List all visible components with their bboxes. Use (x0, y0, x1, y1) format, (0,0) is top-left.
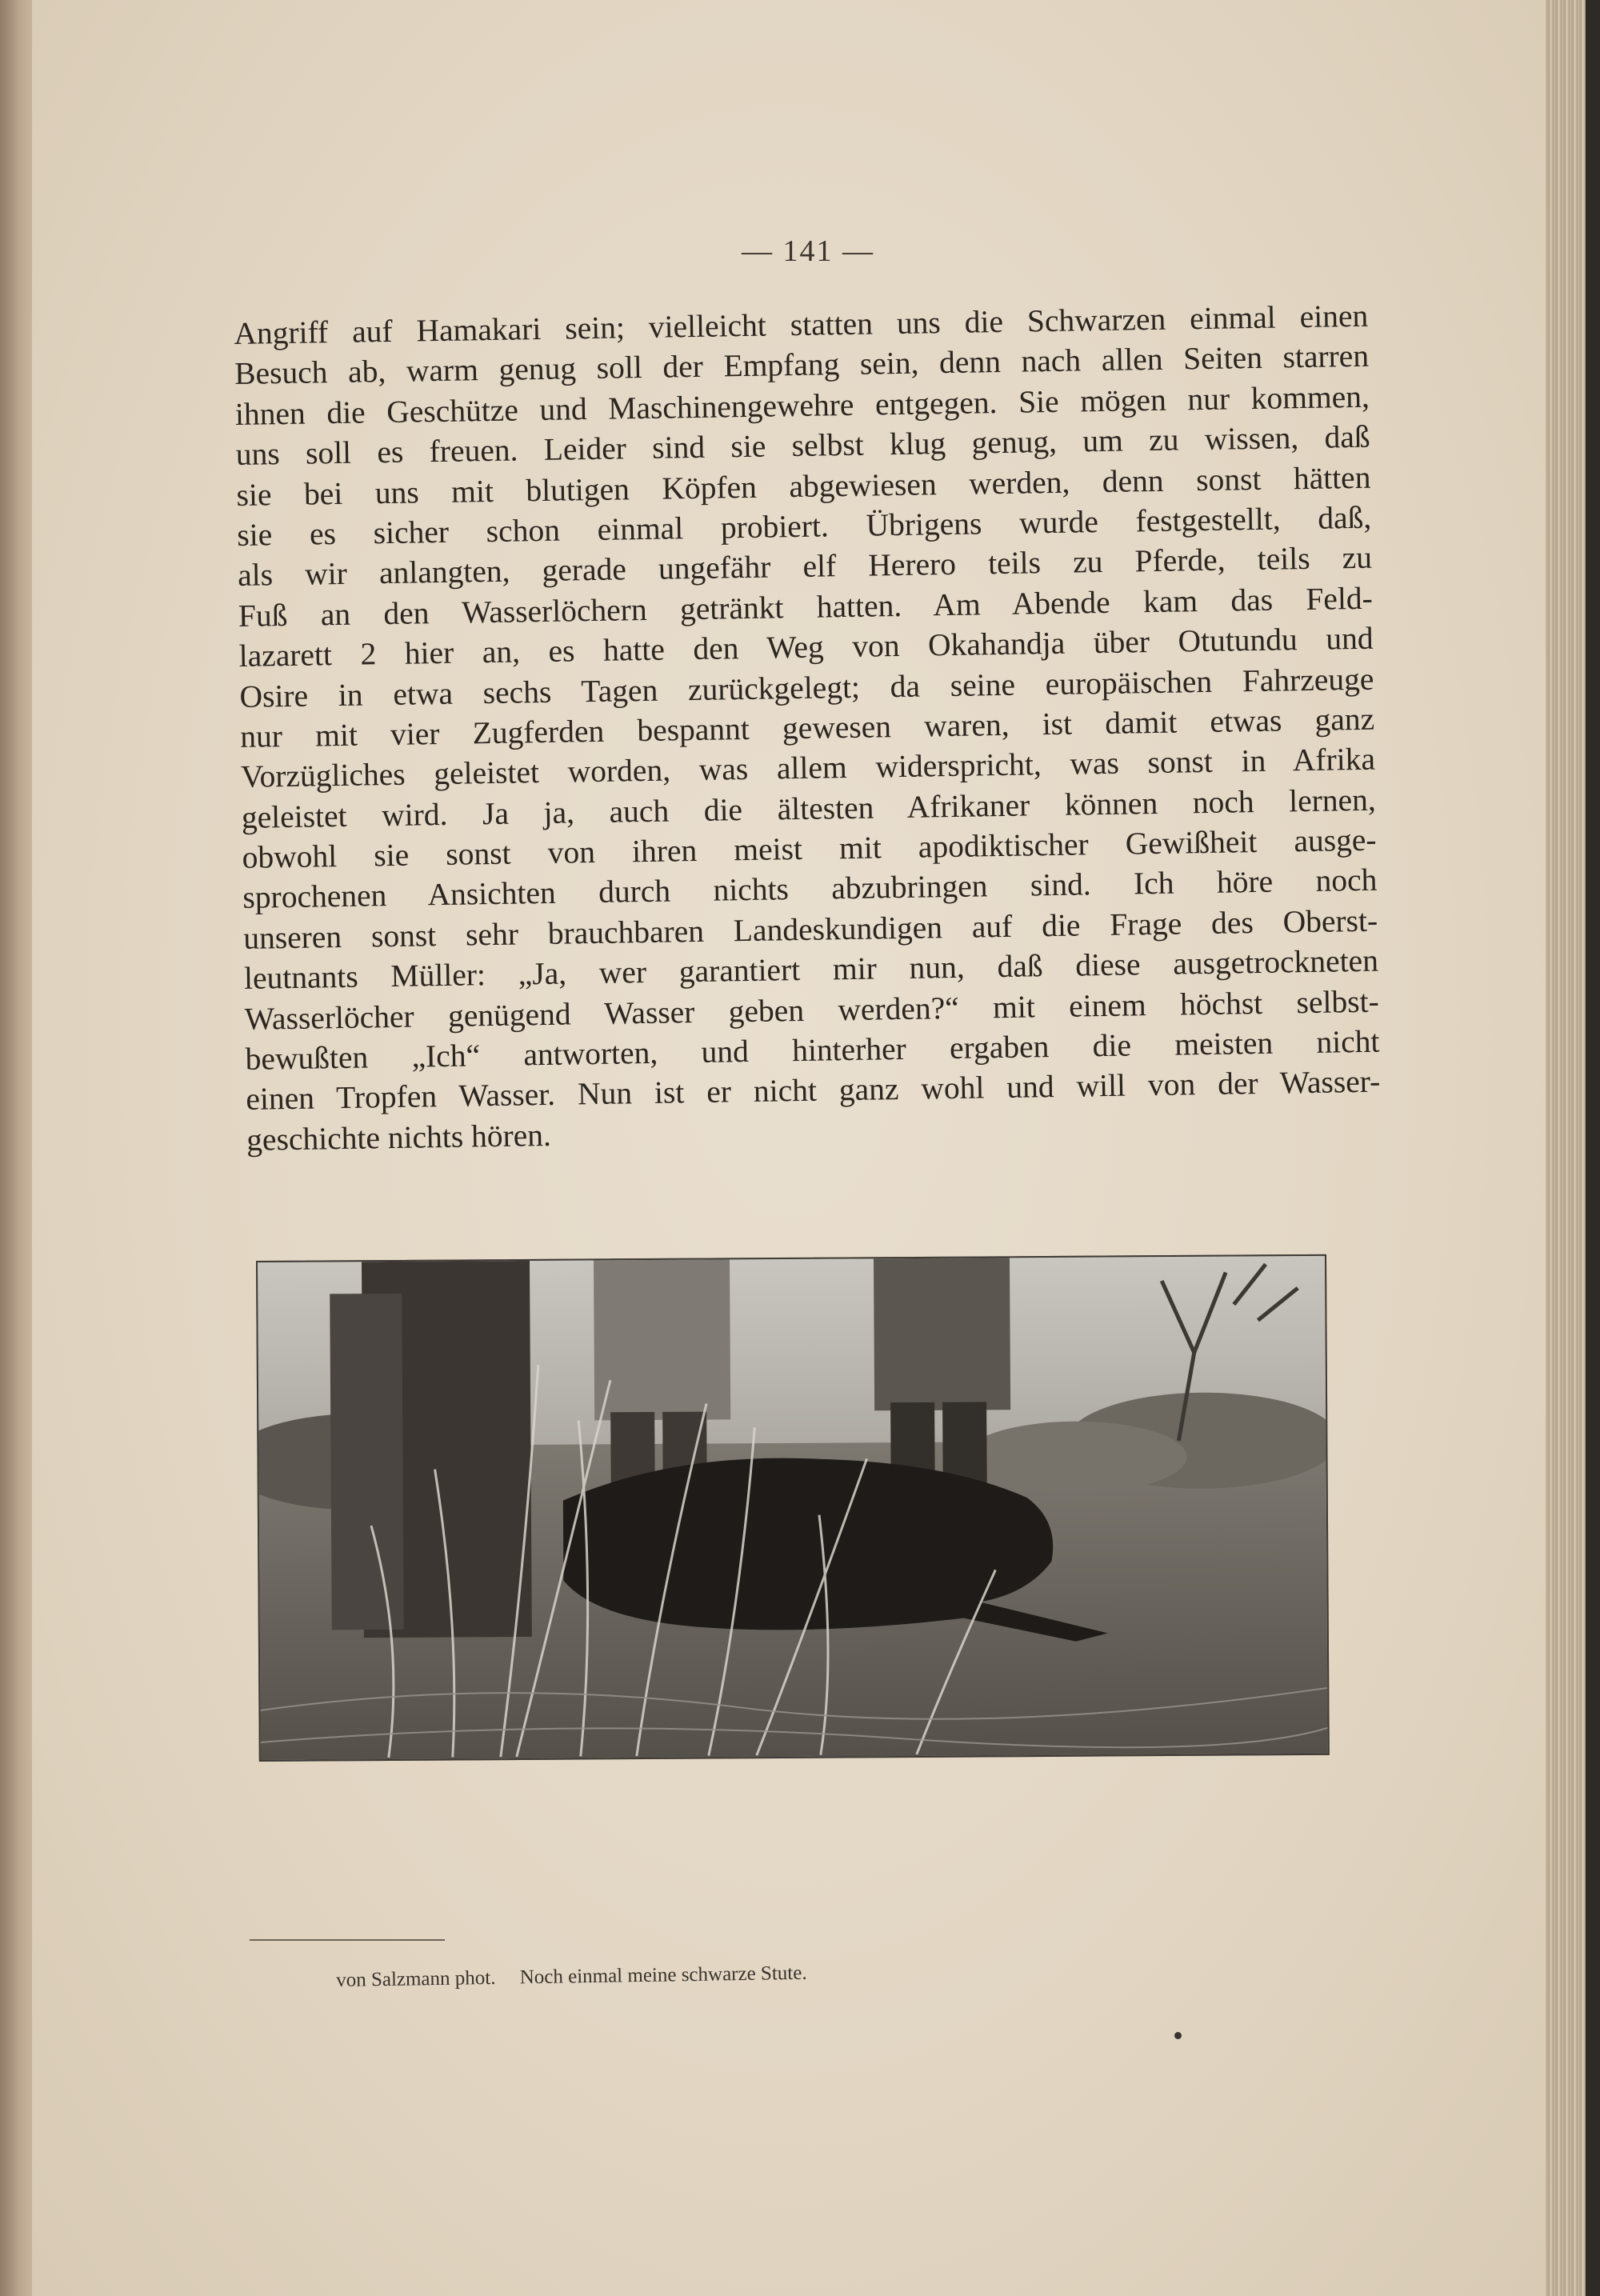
text-line: sie bei uns mit blutigen Köpfen abgewiesen werden, denn sonst hätten (236, 459, 1371, 513)
text-line: einen Tropfen Wasser. Nun ist er nicht ganz wohl und will von der Wasser- (246, 1064, 1381, 1118)
text-line: lazarett 2 hier an, es hatte den Weg von Okahandja über Otutundu und (238, 620, 1374, 674)
page-number: — 141 — (742, 234, 874, 268)
body-text (234, 296, 1381, 1160)
text-line: nur mit vier Zugferden bespannt gewesen waren, ist damit etwas ganz (239, 701, 1375, 754)
text-line: obwohl sie sonst von ihren meist mit apodiktischer Gewißheit ausge- (242, 822, 1377, 875)
text-line: leutnants Müller: „Ja, wer garantiert mir nun, daß diese ausgetrockneten (243, 942, 1379, 997)
caption-credit: von Salzmann phot. (336, 1966, 496, 1991)
book-page (32, 0, 1546, 2296)
ink-speck (1174, 2032, 1182, 2039)
text-line: Wasserlöcher genügend Wasser geben werden?“ mit einem höchst selbst- (244, 983, 1380, 1037)
photograph (256, 1254, 1330, 1762)
book-cover-edge (1586, 0, 1600, 2296)
text-line: geschichte nichts hören. (246, 1117, 552, 1158)
photograph-illustration (258, 1256, 1328, 1760)
caption-title: Noch einmal meine schwarze Stute. (519, 1962, 807, 1989)
text-line: bewußten „Ich“ antworten, und hinterher ergaben die meisten nicht (245, 1023, 1380, 1077)
text-line: sie es sicher schon einmal probiert. Übrigens wurde festgestellt, daß, (237, 499, 1372, 553)
caption-separator (250, 1939, 445, 1941)
book-right-edge (1546, 0, 1600, 2296)
photo-caption (336, 1958, 1056, 1992)
text-line: Vorzügliches geleistet worden, was allem widerspricht, was sonst in Afrika (240, 741, 1376, 795)
text-line: als wir anlangten, gerade ungefähr elf Herero teils zu Pferde, teils zu (237, 540, 1373, 594)
text-line: ihnen die Geschütze und Maschinengewehre entgegen. Sie mögen nur kommen, (234, 378, 1370, 432)
text-line: Fuß an den Wasserlöchern getränkt hatten. Am Abende kam das Feld- (238, 580, 1374, 634)
text-line: sprochenen Ansichten durch nichts abzubringen sind. Ich höre noch (242, 862, 1378, 916)
text-line: uns soll es freuen. Leider sind sie selbst klug genug, um zu wissen, daß (235, 418, 1370, 473)
text-line: unseren sonst sehr brauchbaren Landeskundigen auf die Frage des Oberst- (242, 902, 1378, 956)
text-line: geleistet wird. Ja ja, auch die ältesten Afrikaner können noch lernen, (241, 782, 1377, 835)
text-line: Angriff auf Hamakari sein; vielleicht statten uns die Schwarzen einmal einen (234, 298, 1369, 351)
text-line: Besuch ab, warm genug soll der Empfang sein, denn nach allen Seiten starren (234, 338, 1370, 392)
text-line: Osire in etwa sechs Tagen zurückgelegt; da seine europäischen Fahrzeuge (239, 661, 1374, 714)
